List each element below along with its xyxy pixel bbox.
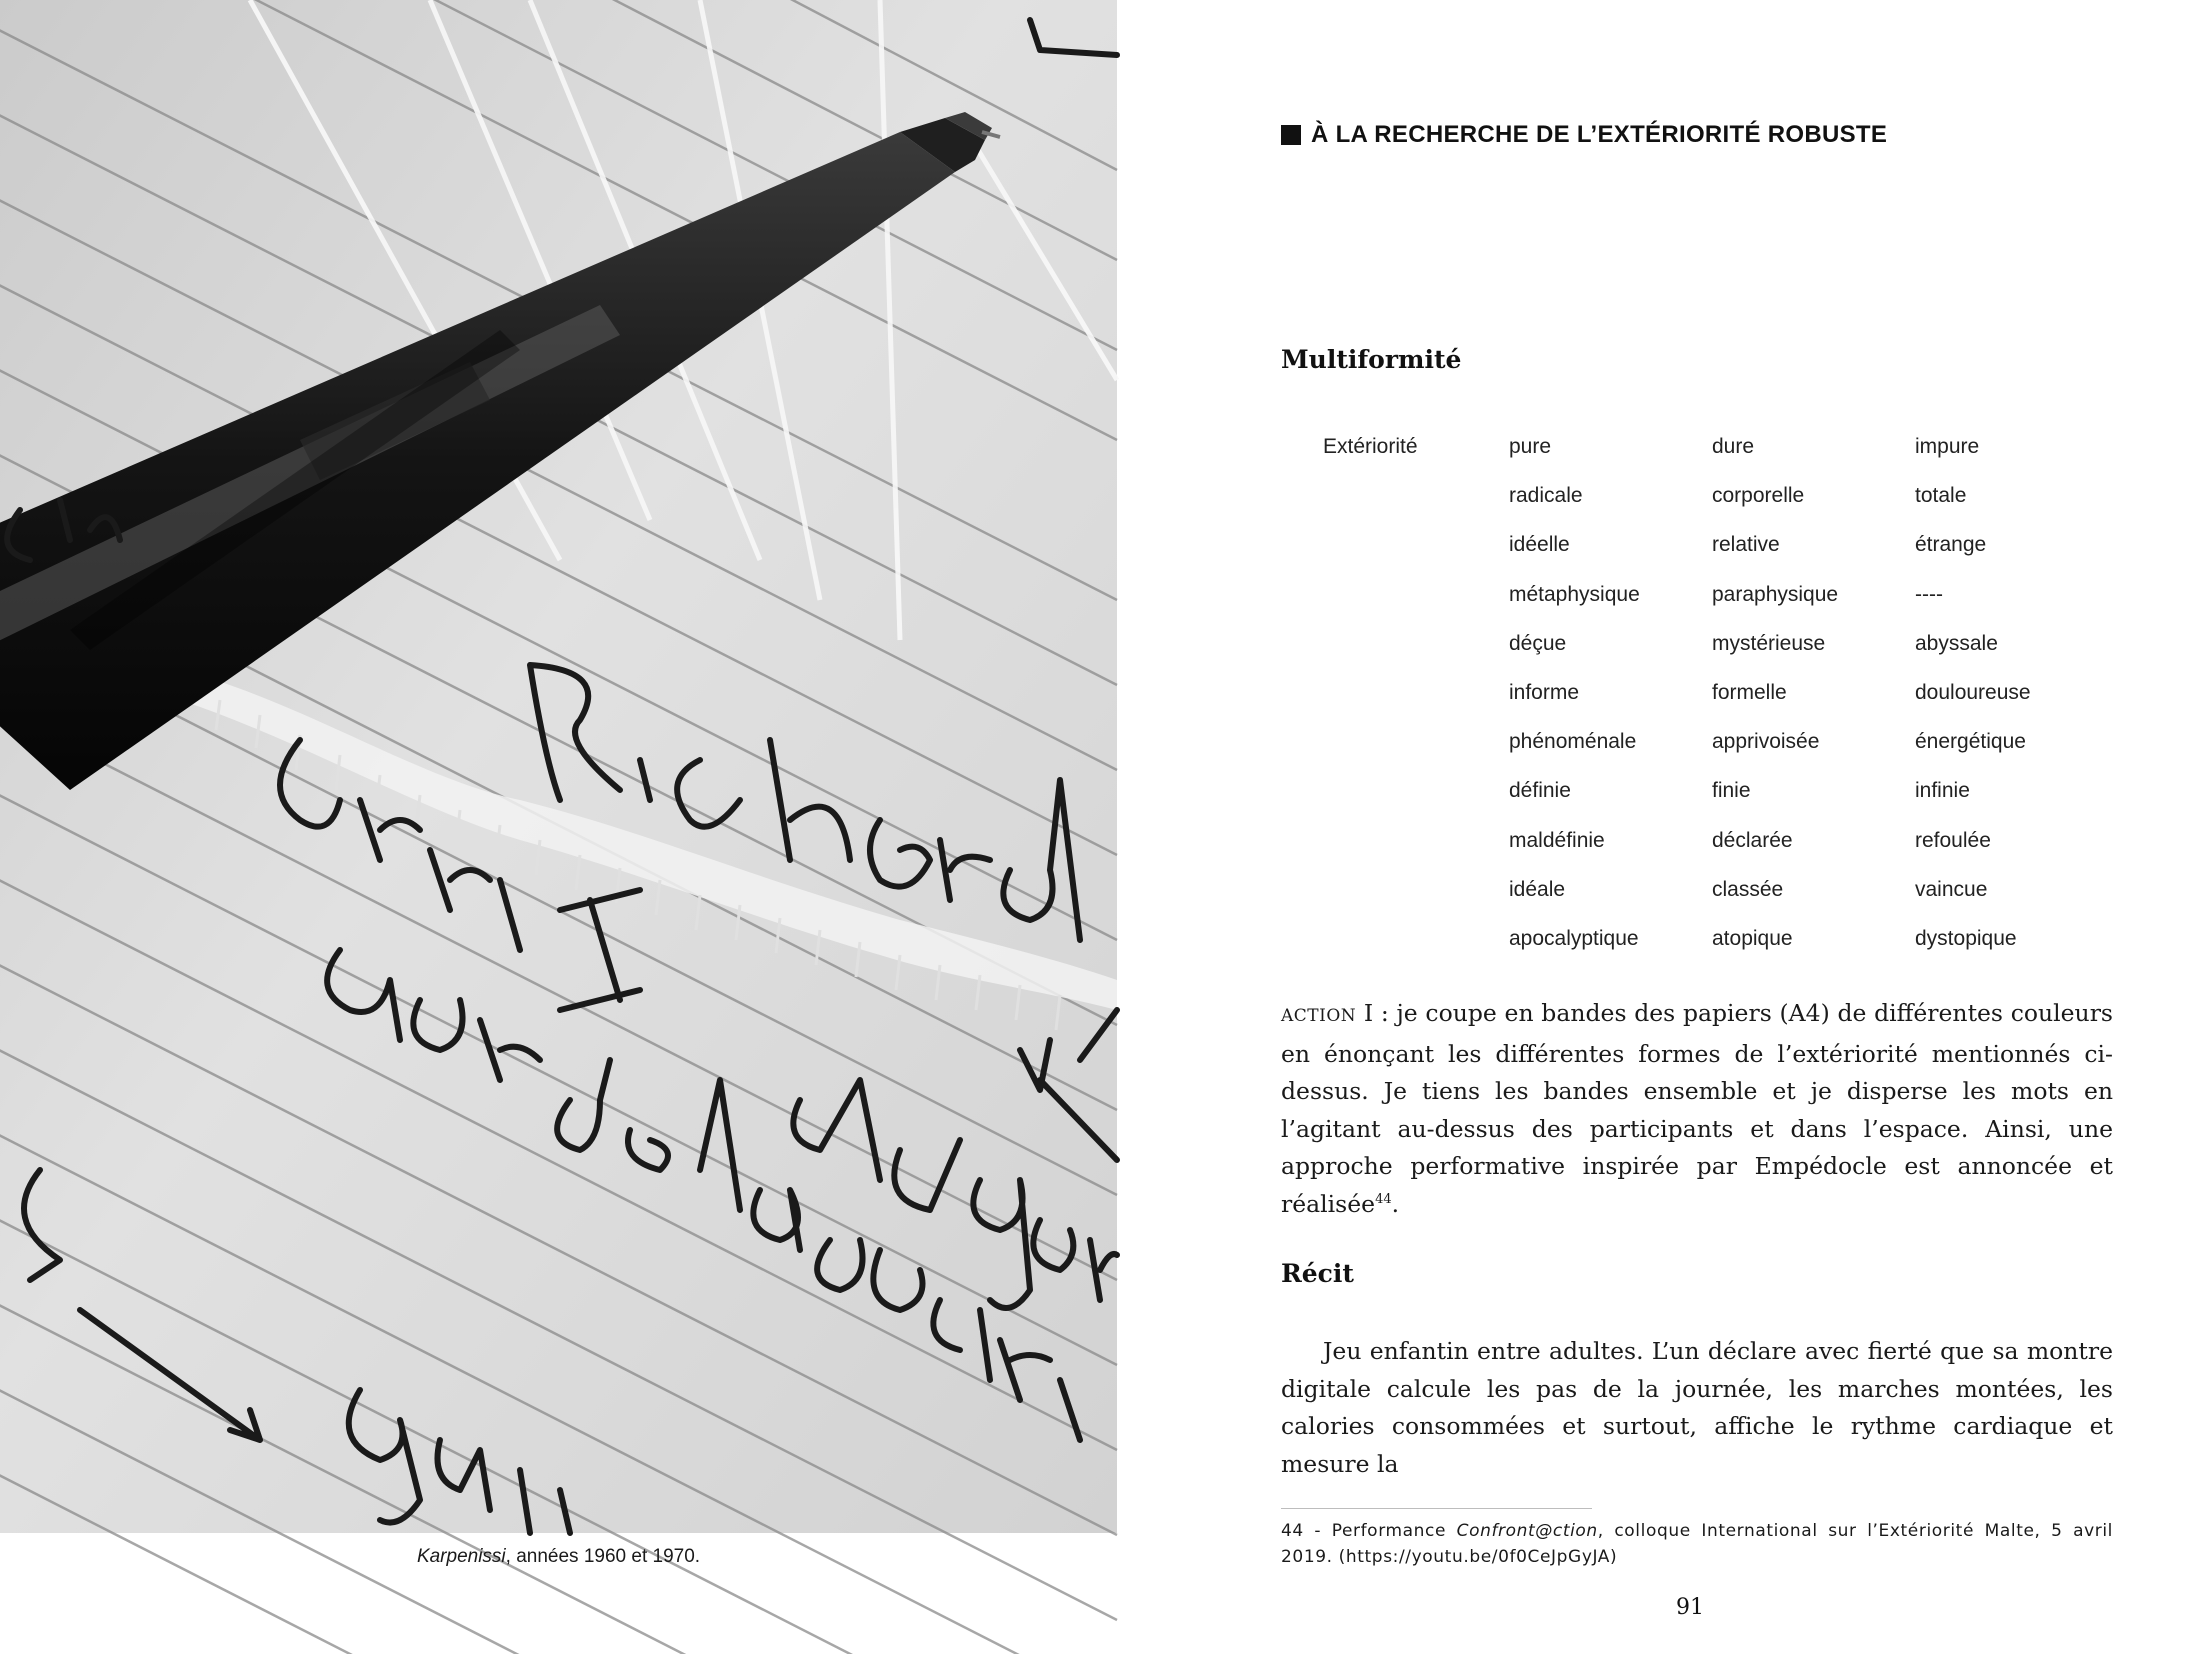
word-table-row (1323, 583, 2075, 632)
footnote-prefix: 44 - Performance (1281, 1521, 1457, 1541)
word-table-row (1323, 681, 2075, 730)
word-cell: refoulée (1915, 828, 1991, 852)
word-cell: dystopique (1915, 926, 2017, 950)
running-header (1281, 121, 1887, 149)
word-cell: déclarée (1712, 828, 1793, 852)
word-table-row (1323, 533, 2075, 582)
word-cell: étrange (1915, 533, 1987, 557)
word-cell: classée (1712, 877, 1784, 901)
word-cell: énergétique (1915, 730, 2026, 754)
caption-years: , années 1960 et 1970. (505, 1546, 701, 1567)
section-title-multiformite: Multiformité (1281, 345, 1462, 374)
word-cell: atopique (1712, 926, 1793, 950)
word-cell: définie (1509, 779, 1571, 803)
footnote-divider (1281, 1508, 1592, 1509)
action-paragraph (1281, 995, 2113, 1223)
word-cell: infinie (1915, 779, 1970, 803)
word-cell: abyssale (1915, 631, 1998, 655)
word-cell: totale (1915, 484, 1967, 508)
section-title-recit: Récit (1281, 1259, 1354, 1288)
word-cell: idéelle (1509, 533, 1570, 557)
action-text: I : je coupe en bandes des papiers (A4) de différentes couleurs en énonçant les différentes formes de l’extériorité mentionnés ci-dessus. Je tiens les bandes ensemble et je disperse les mots en l’agitant au-dessus des participants et dans l’espace. Ainsi, une approche performative inspirée par Empédocle est annoncée et réalisée (1281, 999, 2113, 1218)
word-cell: pure (1509, 435, 1552, 458)
word-cell: déçue (1509, 631, 1567, 655)
photo-caption (0, 1546, 1117, 1568)
word-cell: douloureuse (1915, 680, 2031, 704)
footnote-44 (1281, 1518, 2113, 1570)
header-square-icon (1281, 125, 1301, 145)
word-cell: apprivoisée (1712, 730, 1820, 754)
footnote-reference[interactable]: 44 (1375, 1191, 1392, 1207)
recit-text: Jeu enfantin entre adultes. L’un déclare avec fierté que sa montre digitale calcule les pas de la journée, les marches montées, les calories consommées et surtout, affiche le rythme cardiaque et mesure la (1281, 1337, 2113, 1478)
word-cell: dure (1712, 435, 1755, 458)
action-end: . (1391, 1189, 1400, 1218)
word-table-row (1323, 435, 2075, 484)
word-cell: mystérieuse (1712, 631, 1826, 655)
word-cell: impure (1915, 435, 1980, 458)
recit-paragraph (1281, 1333, 2113, 1478)
header-title: À LA RECHERCHE DE L’EXTÉRIORITÉ ROBUSTE (1311, 121, 1888, 148)
word-cell: métaphysique (1509, 582, 1640, 606)
word-cell: informe (1509, 680, 1580, 704)
page-number: 91 (1676, 1595, 1704, 1620)
word-cell: paraphysique (1712, 582, 1839, 606)
caption-place: Karpenissi (416, 1546, 506, 1567)
word-cell: idéale (1509, 877, 1566, 901)
word-cell: finie (1712, 779, 1751, 803)
notebook-photo (0, 0, 1117, 1533)
action-label: ACTION (1281, 1006, 1357, 1026)
word-cell: radicale (1509, 484, 1583, 508)
word-table-row (1323, 829, 2075, 878)
word-table-row (1323, 878, 2075, 927)
word-table-row (1323, 632, 2075, 681)
footnote-title: Confront@ction (1456, 1521, 1598, 1541)
word-cell: maldéfinie (1509, 828, 1605, 852)
word-table-row (1323, 730, 2075, 779)
word-table-row (1323, 779, 2075, 828)
word-cell: formelle (1712, 680, 1787, 704)
exteriorite-word-table (1323, 435, 2075, 976)
word-cell: corporelle (1712, 484, 1805, 508)
word-table-row (1323, 484, 2075, 533)
word-cell: phénoménale (1509, 730, 1637, 754)
word-table-label: Extériorité (1323, 435, 1418, 458)
word-cell: relative (1712, 533, 1780, 557)
word-table-row (1323, 927, 2075, 976)
word-cell: vaincue (1915, 877, 1988, 901)
footnote-text: , colloque International sur l’Extériorité Malte, 5 avril 2019. (https://youtu.be/0f0CeJpGyJA) (1281, 1521, 2113, 1567)
word-cell: apocalyptique (1509, 926, 1639, 950)
word-cell: ---- (1915, 582, 1943, 606)
